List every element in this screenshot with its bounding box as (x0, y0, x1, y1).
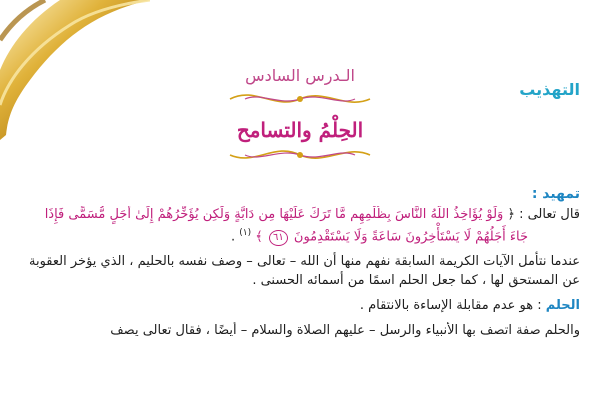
definition (14, 297, 580, 316)
subject-label: التهذيب (519, 80, 580, 99)
intro-heading: تمهيد : (531, 186, 580, 202)
verse-text-2: جَاءَ أَجَلُهُمْ لَا يَسْتَأْخِرُونَ سَاعَةً وَلَا يَسْتَقْدِمُونَ (293, 229, 528, 245)
verse-line-2 (14, 227, 528, 247)
verse-lead: قال تعالى : ﴿ (507, 207, 580, 223)
ornament-divider-bottom (225, 144, 375, 166)
verse-line-end: . (230, 229, 236, 245)
paragraph-1: عندما نتأمل الآيات الكريمة السابقة نفهم منها أن الله – تعالى – وصف نفسه بالحليم ، الذي يؤخر العقوبة عن المستحق لها ، كما جعل الحلم اسمًا من أسمائه الحسنى . (29, 254, 580, 289)
ayah-number-marker: ٦١ (269, 230, 288, 246)
definition-term: الحلم (545, 298, 580, 313)
footnote-ref: (١) (239, 228, 252, 239)
ornament-divider-top (225, 88, 375, 110)
paragraph-2: والحلم صفة اتصف بها الأنبياء والرسل – عليهم الصلاة والسلام – أيضًا ، فقال تعالى يصف (110, 322, 580, 338)
verse-line-1 (14, 206, 580, 225)
verse-text-1: وَلَوْ يُؤَاخِذُ اللَّهُ النَّاسَ بِظُلْمِهِم مَّا تَرَكَ عَلَيْهَا مِن دَابَّةٍ وَلَٰكِن يُؤَخِّرُهُمْ إِلَىٰ أَجَلٍ مُّسَمًّى فَإِذَا (44, 207, 504, 223)
definition-text: : هو عدم مقابلة الإساءة بالانتقام . (359, 298, 542, 313)
lesson-content (14, 184, 580, 347)
verse-close-bracket: ﴾ (255, 229, 263, 245)
lesson-number: الـدرس السادس (245, 66, 355, 85)
lesson-title: الحِلْمُ والتسامح (236, 118, 364, 142)
